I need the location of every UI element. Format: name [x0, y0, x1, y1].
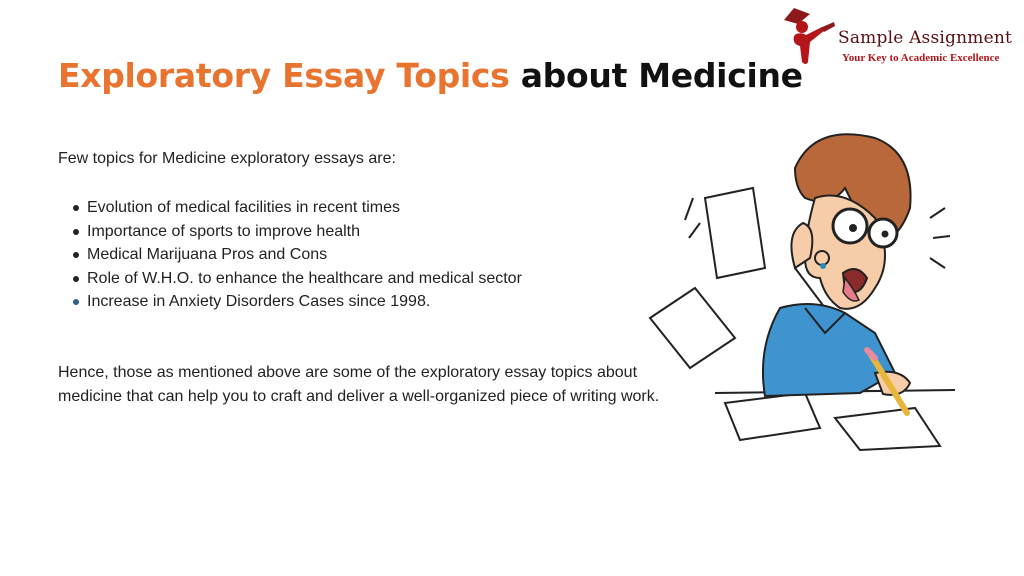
stressed-writer-illustration [645, 128, 965, 453]
list-item: Increase in Anxiety Disorders Cases since 1998. [58, 290, 522, 314]
brand-logo[interactable] [780, 4, 1013, 66]
closing-paragraph: Hence, those as mentioned above are some of the exploratory essay topics about medicine that can help you to craft and deliver a well-organized piece of writing work. [58, 364, 660, 405]
list-item: Importance of sports to improve health [58, 220, 522, 244]
page-title [58, 56, 803, 95]
list-item: Medical Marijuana Pros and Cons [58, 243, 522, 267]
title-rest: about Medicine [520, 56, 803, 95]
topic-list [58, 196, 522, 314]
title-highlight: Exploratory Essay Topics [58, 56, 510, 95]
list-item: Role of W.H.O. to enhance the healthcare and medical sector [58, 267, 522, 291]
brand-name: Sample Assignment [838, 28, 1013, 48]
intro-text: Few topics for Medicine exploratory essays are: [58, 150, 396, 167]
brand-tagline: Your Key to Academic Excellence [842, 52, 1000, 64]
list-item: Evolution of medical facilities in recent times [58, 196, 522, 220]
